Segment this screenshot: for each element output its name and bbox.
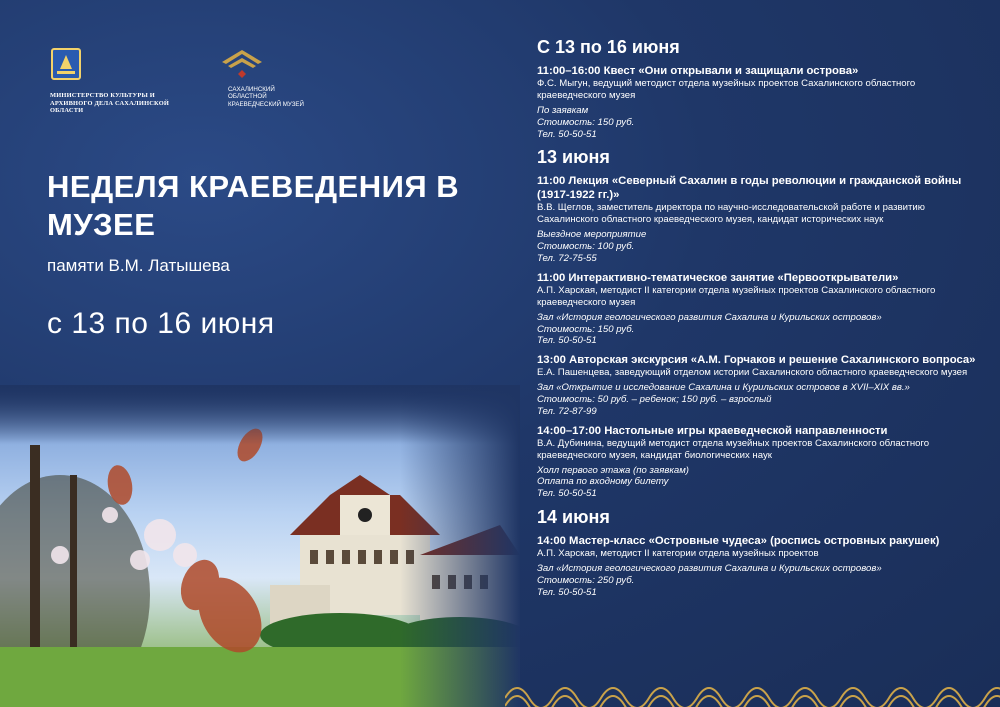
museum-name: САХАЛИНСКИЙ ОБЛАСТНОЙ КРАЕВЕДЧЕСКИЙ МУЗЕЙ bbox=[228, 86, 305, 108]
event-item-price: Стоимость: 50 руб. – ребенок; 150 руб. – взрослый bbox=[537, 393, 772, 405]
event-item-title: 11:00 Интерактивно-тематическое занятие «Первооткрыватели» bbox=[537, 271, 899, 284]
event-item-price: Стоимость: 250 руб. bbox=[537, 574, 635, 586]
event-item-venue: По заявкам bbox=[537, 105, 589, 116]
museum-roof-icon bbox=[220, 46, 264, 82]
wave-ornament bbox=[505, 668, 1000, 707]
day-title: 13 июня bbox=[537, 147, 610, 168]
event-item bbox=[537, 174, 977, 264]
event-item-price: Стоимость: 150 руб. bbox=[537, 323, 635, 335]
event-item bbox=[537, 534, 977, 598]
event-item-host: Ф.С. Мыгун, ведущий методист отдела музейных проектов Сахалинского областного краеведческого музея bbox=[537, 78, 916, 101]
coat-of-arms-icon bbox=[50, 47, 82, 81]
event-item-phone: Тел. 50-50-51 bbox=[537, 128, 597, 140]
event-item bbox=[537, 64, 977, 140]
event-item-price: Стоимость: 100 руб. bbox=[537, 241, 635, 253]
day-block bbox=[537, 146, 977, 500]
event-subtitle: памяти В.М. Латышева bbox=[47, 256, 230, 275]
day-block bbox=[537, 506, 977, 598]
event-item-host: В.А. Дубинина, ведущий методист отдела музейных проектов Сахалинского областного краеведческого музея, кандидат биологических наук bbox=[537, 437, 930, 461]
event-item-title: 14:00–17:00 Настольные игры краеведческой направленности bbox=[537, 424, 888, 437]
event-item-phone: Тел. 50-50-51 bbox=[537, 488, 597, 500]
event-item-price: Стоимость: 150 руб. bbox=[537, 116, 635, 128]
day-title: С 13 по 16 июня bbox=[537, 37, 680, 57]
event-item-title: 13:00 Авторская экскурсия «А.М. Горчаков и решение Сахалинского вопроса» bbox=[537, 354, 976, 367]
event-item-host: А.П. Харская, методист II категории отдела музейных проектов bbox=[537, 547, 819, 559]
schedule bbox=[537, 36, 977, 604]
event-dates: с 13 по 16 июня bbox=[47, 307, 275, 340]
day-block bbox=[537, 36, 977, 140]
event-item-price: Оплата по входному билету bbox=[537, 476, 669, 488]
event-item-phone: Тел. 72-87-99 bbox=[537, 405, 597, 417]
event-item-title: 14:00 Мастер-класс «Островные чудеса» (роспись островных ракушек) bbox=[537, 534, 940, 547]
ministry-name: МИНИСТЕРСТВО КУЛЬТУРЫ И АРХИВНОГО ДЕЛА САХАЛИНСКОЙ ОБЛАСТИ bbox=[50, 92, 170, 115]
event-item-phone: Тел. 50-50-51 bbox=[537, 586, 597, 598]
event-item-venue: Зал «История геологического развития Сахалина и Курильских островов» bbox=[537, 562, 882, 574]
event-item bbox=[537, 271, 977, 347]
event-item-title: 11:00–16:00 Квест «Они открывали и защищали острова» bbox=[537, 65, 859, 77]
event-item-venue: Выездное мероприятие bbox=[537, 229, 647, 241]
photo-fade-right bbox=[400, 385, 520, 707]
event-item bbox=[537, 353, 977, 417]
event-item-host: В.В. Щеглов, заместитель директора по научно-исследовательской работе и развитию Сахалинского областного краеведческого музея, кандидат исторических наук bbox=[537, 202, 925, 226]
event-item-venue: Зал «Открытие и исследование Сахалина и Курильских островов в XVII–XIX вв.» bbox=[537, 382, 910, 394]
event-item-host: Е.А. Пашенцева, заведующий отделом истории Сахалинского областного краеведческого музея bbox=[537, 367, 968, 379]
event-item-title: 11:00 Лекция «Северный Сахалин в годы революции и гражданской войны (1917-1922 гг.)» bbox=[537, 175, 962, 202]
event-item-venue: Зал «История геологического развития Сахалина и Курильских островов» bbox=[537, 311, 882, 323]
event-item-venue: Холл первого этажа (по заявкам) bbox=[537, 464, 689, 476]
event-item-host: А.П. Харская, методист II категории отдела музейных проектов Сахалинского областного краеведческого музея bbox=[537, 284, 936, 308]
day-title: 14 июня bbox=[537, 506, 610, 527]
museum-photo bbox=[0, 385, 520, 707]
event-item-phone: Тел. 72-75-55 bbox=[537, 252, 597, 264]
event-title: НЕДЕЛЯ КРАЕВЕДЕНИЯ В МУЗЕЕ bbox=[47, 169, 460, 242]
event-item bbox=[537, 424, 977, 500]
event-item-phone: Тел. 50-50-51 bbox=[537, 335, 597, 347]
